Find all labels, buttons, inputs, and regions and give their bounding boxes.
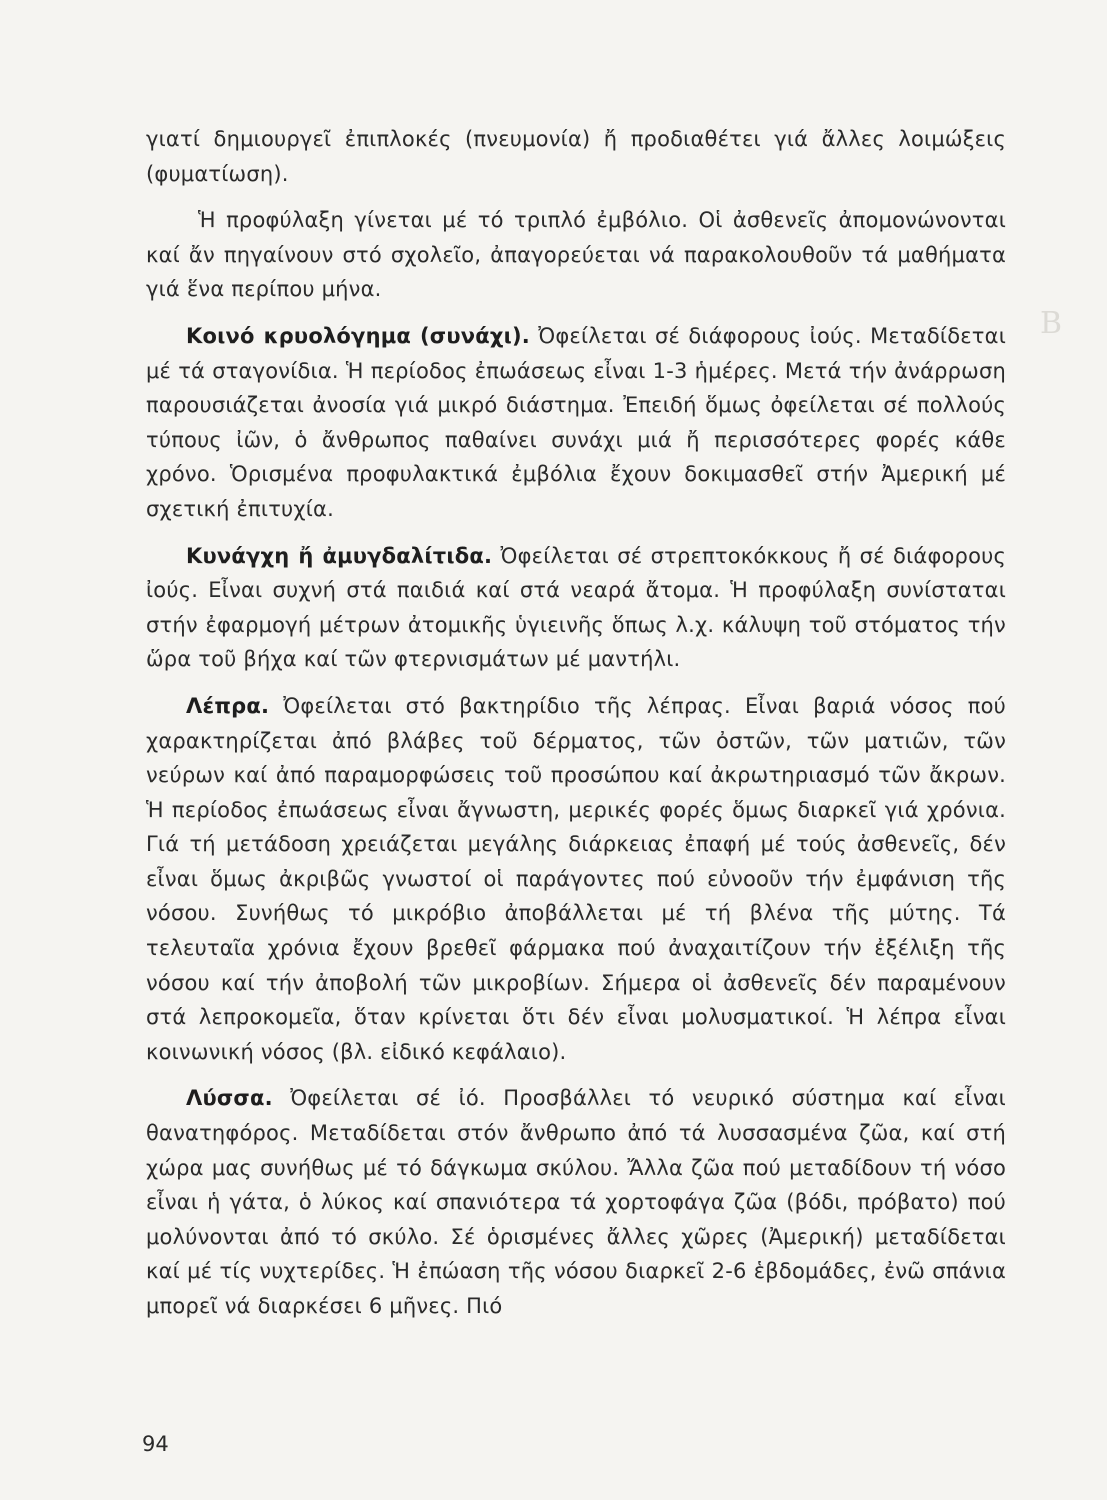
page-number: 94: [142, 1432, 169, 1456]
paragraph-prevention: [146, 203, 1006, 307]
paragraph-tonsillitis: [146, 539, 1006, 677]
disease-term: Λύσσα.: [186, 1086, 273, 1111]
disease-term: Κοινό κρυολόγημα (συνάχι).: [186, 323, 530, 348]
paragraph-text: γιατί δημιουργεῖ ἐπιπλοκές (πνευμονία) ἤ προδιαθέτει γιά ἄλλες λοιμώξεις (φυματίωση).: [146, 127, 1006, 186]
paragraph-common-cold: [146, 319, 1006, 527]
bleed-through-letter: B: [1040, 306, 1063, 341]
paragraph-text: Ὀφείλεται σέ διάφορους ἰούς. Μεταδίδεται μέ τά σταγονίδια. Ἡ περίοδος ἐπωάσεως εἶναι 1-3 ἡμέρες. Μετά τήν ἀνάρρωση παρουσιάζεται ἀνοσία γιά μικρό διάστημα. Ἐπειδή ὅμως ὀφείλεται σέ πολλούς τύπους ἰῶν, ὁ ἄνθρωπος παθαίνει συνάχι μιά ἤ περισσότερες φορές κάθε χρόνο. Ὁρισμένα προφυλακτικά ἐμβόλια ἔχουν δοκιμασθεῖ στήν Ἀμερική μέ σχετική ἐπιτυχία.: [146, 323, 1007, 521]
paragraph-leprosy: [146, 689, 1006, 1070]
disease-term: Κυνάγχη ἤ ἀμυγδαλίτιδα.: [186, 543, 493, 568]
paragraph-text: Ὀφείλεται στό βακτηρίδιο τῆς λέπρας. Εἶναι βαριά νόσος πού χαρακτηρίζεται ἀπό βλάβες τοῦ δέρματος, τῶν ὀστῶν, τῶν ματιῶν, τῶν νεύρων καί ἀπό παραμορφώσεις τοῦ προσώπου καί ἀκρωτηριασμό τῶν ἄκρων. Ἡ περίοδος ἐπωάσεως εἶναι ἄγνωστη, μερικές φορές ὅμως διαρκεῖ γιά χρόνια. Γιά τή μετάδοση χρειάζεται μεγάλης διάρκειας ἐπαφή μέ τούς ἀσθενεῖς, δέν εἶναι ὅμως ἀκριβῶς γνωστοί οἱ παράγοντες πού εὐνοοῦν τήν ἐμφάνιση τῆς νόσου. Συνήθως τό μικρόβιο ἀποβάλλεται μέ τή βλένα τῆς μύτης. Τά τελευταῖα χρόνια ἔχουν βρεθεῖ φάρμακα πού ἀναχαιτίζουν τήν ἐξέλιξη τῆς νόσου καί τήν ἀποβολή τῶν μικροβίων. Σήμερα οἱ ἀσθενεῖς δέν παραμένουν στά λεπροκομεῖα, ὅταν κρίνεται ὅτι δέν εἶναι μολυσματικοί. Ἡ λέπρα εἶναι κοινωνική νόσος (βλ. εἰδικό κεφάλαιο).: [146, 693, 1006, 1064]
paragraph-continued: [146, 122, 1006, 191]
page-body: [146, 122, 1006, 1336]
disease-term: Λέπρα.: [186, 693, 270, 718]
paragraph-text: Ἡ προφύλαξη γίνεται μέ τό τριπλό ἐμβόλιο. Οἱ ἀσθενεῖς ἀπομονώνονται καί ἄν πηγαίνουν στό σχολεῖο, ἀπαγορεύεται νά παρακολουθοῦν τά μαθήματα γιά ἕνα περίπου μήνα.: [146, 208, 1006, 302]
paragraph-rabies: [146, 1081, 1006, 1323]
paragraph-text: Ὀφείλεται σέ ἰό. Προσβάλλει τό νευρικό σύστημα καί εἶναι θανατηφόρος. Μεταδίδεται στόν ἄνθρωπο ἀπό τά λυσσασμένα ζῶα, καί στή χώρα μας συνήθως μέ τό δάγκωμα σκύλου. Ἄλλα ζῶα πού μεταδίδουν τή νόσο εἶναι ἡ γάτα, ὁ λύκος καί σπανιότερα τά χορτοφάγα ζῶα (βόδι, πρόβατο) πού μολύνονται ἀπό τό σκύλο. Σέ ὁρισμένες ἄλλες χῶρες (Ἀμερική) μεταδίδεται καί μέ τίς νυχτερίδες. Ἡ ἐπώαση τῆς νόσου διαρκεῖ 2-6 ἑβδομάδες, ἐνῶ σπάνια μπορεῖ νά διαρκέσει 6 μῆνες. Πιό: [146, 1086, 1006, 1318]
paragraph-text: Ὀφείλεται σέ στρεπτοκόκκους ἤ σέ διάφορους ἰούς. Εἶναι συχνή στά παιδιά καί στά νεαρά ἄτομα. Ἡ προφύλαξη συνίσταται στήν ἐφαρμογή μέτρων ἀτομικῆς ὑγιεινῆς ὅπως λ.χ. κάλυψη τοῦ στόματος τήν ὥρα τοῦ βήχα καί τῶν φτερνισμάτων μέ μαντήλι.: [146, 543, 1007, 672]
